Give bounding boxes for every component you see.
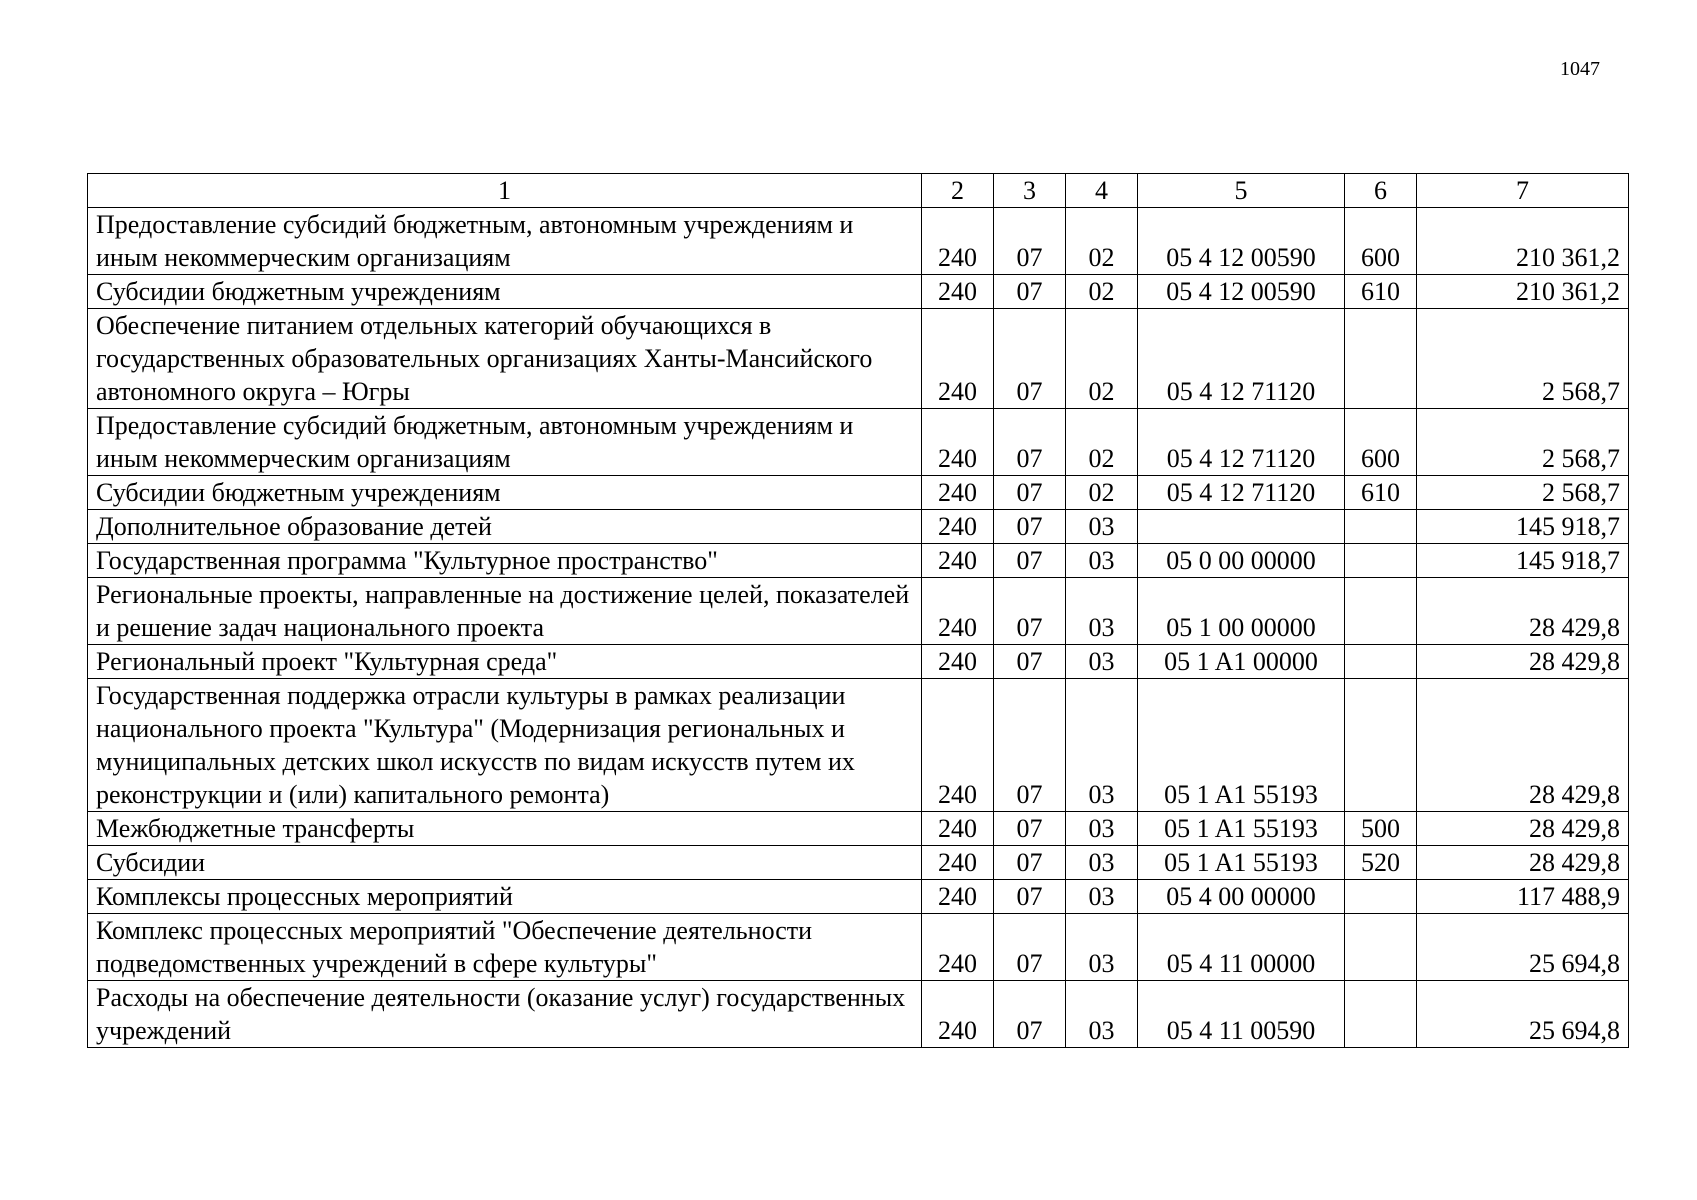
row-subsection: 03 (1066, 914, 1138, 981)
row-amount: 25 694,8 (1417, 914, 1629, 981)
row-target-article: 05 1 A1 00000 (1138, 645, 1345, 679)
row-expense-type (1345, 880, 1417, 914)
row-description: Государственная программа "Культурное пространство" (88, 544, 922, 578)
table-row (88, 208, 1629, 275)
row-ministry-code: 240 (922, 510, 994, 544)
row-description: Субсидии бюджетным учреждениям (88, 275, 922, 309)
row-section: 07 (994, 544, 1066, 578)
row-expense-type (1345, 309, 1417, 409)
row-amount: 145 918,7 (1417, 510, 1629, 544)
table-row (88, 846, 1629, 880)
row-expense-type: 610 (1345, 275, 1417, 309)
row-amount: 117 488,9 (1417, 880, 1629, 914)
row-subsection: 02 (1066, 476, 1138, 510)
row-subsection: 03 (1066, 645, 1138, 679)
row-description: Субсидии бюджетным учреждениям (88, 476, 922, 510)
row-section: 07 (994, 914, 1066, 981)
row-target-article: 05 1 A1 55193 (1138, 812, 1345, 846)
row-description: Государственная поддержка отрасли культуры в рамках реализации национального проекта "Культура" (Модернизация региональных и муниципальных детских школ искусств по видам искусств путем их реконструкции и (или) капитального ремонта) (88, 679, 922, 812)
row-target-article: 05 0 00 00000 (1138, 544, 1345, 578)
row-section: 07 (994, 409, 1066, 476)
row-description: Региональные проекты, направленные на достижение целей, показателей и решение задач национального проекта (88, 578, 922, 645)
row-ministry-code: 240 (922, 476, 994, 510)
row-ministry-code: 240 (922, 645, 994, 679)
row-ministry-code: 240 (922, 544, 994, 578)
table-row (88, 645, 1629, 679)
row-ministry-code: 240 (922, 812, 994, 846)
row-section: 07 (994, 981, 1066, 1048)
row-section: 07 (994, 846, 1066, 880)
row-subsection: 02 (1066, 309, 1138, 409)
row-expense-type (1345, 510, 1417, 544)
row-description: Предоставление субсидий бюджетным, автономным учреждениям и иным некоммерческим организациям (88, 208, 922, 275)
table-row (88, 476, 1629, 510)
header-row (88, 174, 1629, 208)
table-row (88, 309, 1629, 409)
row-description: Комплексы процессных мероприятий (88, 880, 922, 914)
row-section: 07 (994, 208, 1066, 275)
row-expense-type (1345, 544, 1417, 578)
row-amount: 28 429,8 (1417, 812, 1629, 846)
row-subsection: 03 (1066, 510, 1138, 544)
row-description: Обеспечение питанием отдельных категорий обучающихся в государственных образовательных организациях Ханты-Мансийского автономного округа – Югры (88, 309, 922, 409)
row-amount: 210 361,2 (1417, 208, 1629, 275)
row-amount: 2 568,7 (1417, 409, 1629, 476)
row-subsection: 03 (1066, 578, 1138, 645)
table-row (88, 914, 1629, 981)
row-target-article: 05 4 12 71120 (1138, 309, 1345, 409)
row-ministry-code: 240 (922, 309, 994, 409)
column-header: 3 (994, 174, 1066, 208)
row-subsection: 02 (1066, 409, 1138, 476)
row-description: Предоставление субсидий бюджетным, автономным учреждениям и иным некоммерческим организациям (88, 409, 922, 476)
row-subsection: 03 (1066, 544, 1138, 578)
row-subsection: 03 (1066, 846, 1138, 880)
table-row (88, 578, 1629, 645)
row-section: 07 (994, 275, 1066, 309)
table-row (88, 544, 1629, 578)
row-target-article: 05 4 11 00000 (1138, 914, 1345, 981)
row-ministry-code: 240 (922, 981, 994, 1048)
row-ministry-code: 240 (922, 846, 994, 880)
row-description: Субсидии (88, 846, 922, 880)
row-target-article: 05 4 12 71120 (1138, 409, 1345, 476)
row-ministry-code: 240 (922, 208, 994, 275)
row-target-article: 05 1 00 00000 (1138, 578, 1345, 645)
table-row (88, 510, 1629, 544)
row-section: 07 (994, 476, 1066, 510)
row-ministry-code: 240 (922, 914, 994, 981)
row-target-article: 05 1 A1 55193 (1138, 846, 1345, 880)
row-ministry-code: 240 (922, 578, 994, 645)
row-expense-type: 520 (1345, 846, 1417, 880)
row-expense-type (1345, 914, 1417, 981)
row-description: Межбюджетные трансферты (88, 812, 922, 846)
row-subsection: 02 (1066, 208, 1138, 275)
row-section: 07 (994, 880, 1066, 914)
row-description: Расходы на обеспечение деятельности (оказание услуг) государственных учреждений (88, 981, 922, 1048)
table-row (88, 275, 1629, 309)
row-subsection: 02 (1066, 275, 1138, 309)
row-section: 07 (994, 812, 1066, 846)
column-header: 1 (88, 174, 922, 208)
page-number: 1047 (1560, 58, 1600, 80)
row-subsection: 03 (1066, 812, 1138, 846)
row-amount: 28 429,8 (1417, 578, 1629, 645)
row-expense-type (1345, 578, 1417, 645)
row-ministry-code: 240 (922, 880, 994, 914)
row-section: 07 (994, 679, 1066, 812)
row-expense-type: 500 (1345, 812, 1417, 846)
row-expense-type (1345, 981, 1417, 1048)
column-header: 6 (1345, 174, 1417, 208)
row-section: 07 (994, 645, 1066, 679)
table-row (88, 409, 1629, 476)
budget-table (87, 173, 1629, 1048)
row-expense-type: 600 (1345, 409, 1417, 476)
row-expense-type (1345, 679, 1417, 812)
row-description: Комплекс процессных мероприятий "Обеспечение деятельности подведомственных учреждений в сфере культуры" (88, 914, 922, 981)
table-row (88, 679, 1629, 812)
row-subsection: 03 (1066, 981, 1138, 1048)
row-amount: 25 694,8 (1417, 981, 1629, 1048)
row-expense-type (1345, 645, 1417, 679)
column-header: 5 (1138, 174, 1345, 208)
row-description: Дополнительное образование детей (88, 510, 922, 544)
row-target-article: 05 4 12 00590 (1138, 275, 1345, 309)
row-amount: 145 918,7 (1417, 544, 1629, 578)
row-subsection: 03 (1066, 880, 1138, 914)
row-expense-type: 610 (1345, 476, 1417, 510)
row-target-article: 05 4 12 71120 (1138, 476, 1345, 510)
table-row (88, 981, 1629, 1048)
row-expense-type: 600 (1345, 208, 1417, 275)
row-amount: 210 361,2 (1417, 275, 1629, 309)
row-description: Региональный проект "Культурная среда" (88, 645, 922, 679)
column-header: 7 (1417, 174, 1629, 208)
row-target-article: 05 4 12 00590 (1138, 208, 1345, 275)
row-amount: 28 429,8 (1417, 679, 1629, 812)
row-amount: 2 568,7 (1417, 476, 1629, 510)
row-section: 07 (994, 510, 1066, 544)
table-body (88, 208, 1629, 1048)
row-target-article: 05 4 11 00590 (1138, 981, 1345, 1048)
table-row (88, 880, 1629, 914)
column-header: 2 (922, 174, 994, 208)
row-target-article (1138, 510, 1345, 544)
row-target-article: 05 1 A1 55193 (1138, 679, 1345, 812)
row-section: 07 (994, 578, 1066, 645)
row-ministry-code: 240 (922, 409, 994, 476)
row-ministry-code: 240 (922, 679, 994, 812)
row-target-article: 05 4 00 00000 (1138, 880, 1345, 914)
table-row (88, 812, 1629, 846)
column-header: 4 (1066, 174, 1138, 208)
row-amount: 28 429,8 (1417, 846, 1629, 880)
row-amount: 2 568,7 (1417, 309, 1629, 409)
row-amount: 28 429,8 (1417, 645, 1629, 679)
row-section: 07 (994, 309, 1066, 409)
row-subsection: 03 (1066, 679, 1138, 812)
row-ministry-code: 240 (922, 275, 994, 309)
